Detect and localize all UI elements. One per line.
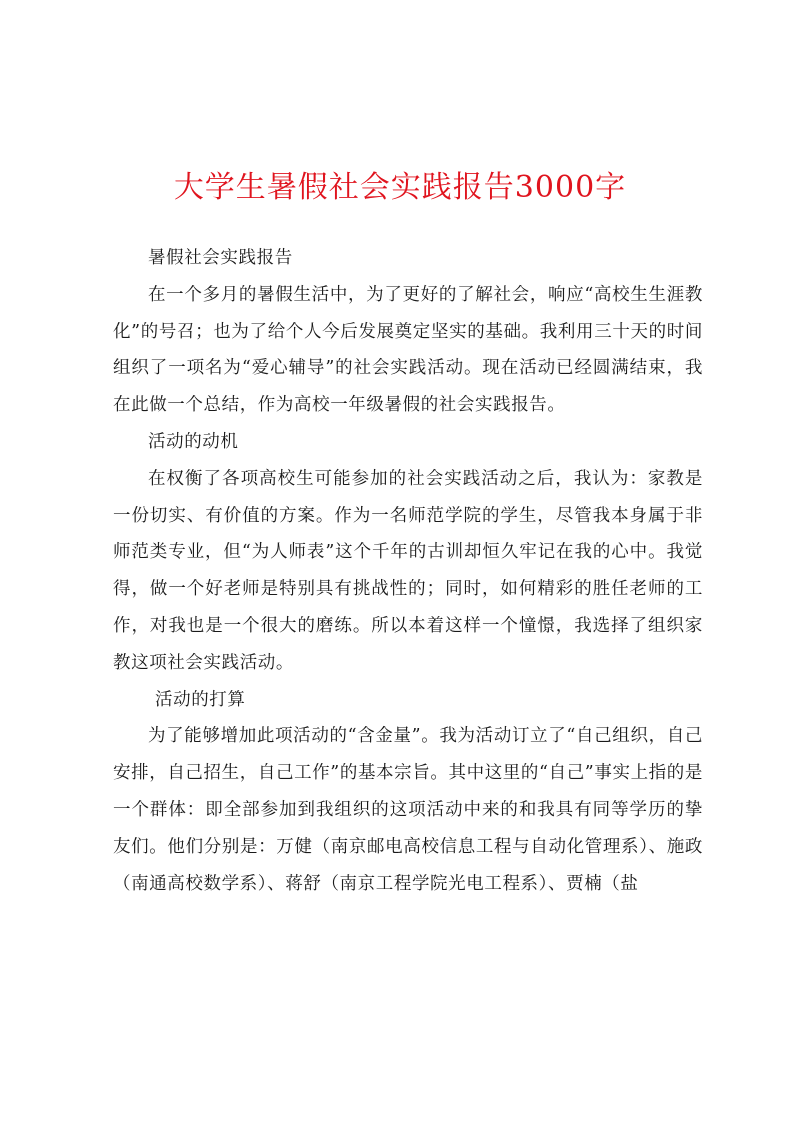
section-heading-motivation: 活动的动机 bbox=[148, 431, 239, 452]
body-paragraph-motivation: 在权衡了各项高校生可能参加的社会实践活动之后，我认为：家教是一份切实、有价值的方案。作为一名师范学院的学生，尽管我本身属于非师范类专业，但“为人师表”这个千年的古训却恒久牢记在我的心中。我觉得，做一个好老师是特别具有挑战性的；同时，如何精彩的胜任老师的工作，对我也是一个很大的磨练。所以本着这样一个憧憬，我选择了组织家教这项社会实践活动。 bbox=[113, 468, 703, 673]
body-paragraph-intro: 在一个多月的暑假生活中，为了更好的了解社会，响应“高校生生涯教化”的号召；也为了给个人今后发展奠定坚实的基础。我利用三十天的时间组织了一项名为“爱心辅导”的社会实践活动。现在活动已经圆满结束，我在此做一个总结，作为高校一年级暑假的社会实践报告。 bbox=[113, 284, 703, 416]
section-heading-plan: 活动的打算 bbox=[155, 689, 246, 710]
body-paragraph-plan: 为了能够增加此项活动的“含金量”。我为活动订立了“自己组织，自己安排，自己招生，自己工作”的基本宗旨。其中这里的“自己”事实上指的是一个群体：即全部参加到我组织的这项活动中来的和我具有同等学历的挚友们。他们分别是：万健（南京邮电高校信息工程与自动化管理系）、施政（南通高校数学系）、蒋舒（南京工程学院光电工程系）、贾楠（盐 bbox=[113, 726, 703, 894]
document-body bbox=[113, 240, 703, 902]
document-title: 大学生暑假社会实践报告3000字 bbox=[173, 170, 627, 205]
section-heading-report: 暑假社会实践报告 bbox=[148, 248, 293, 268]
